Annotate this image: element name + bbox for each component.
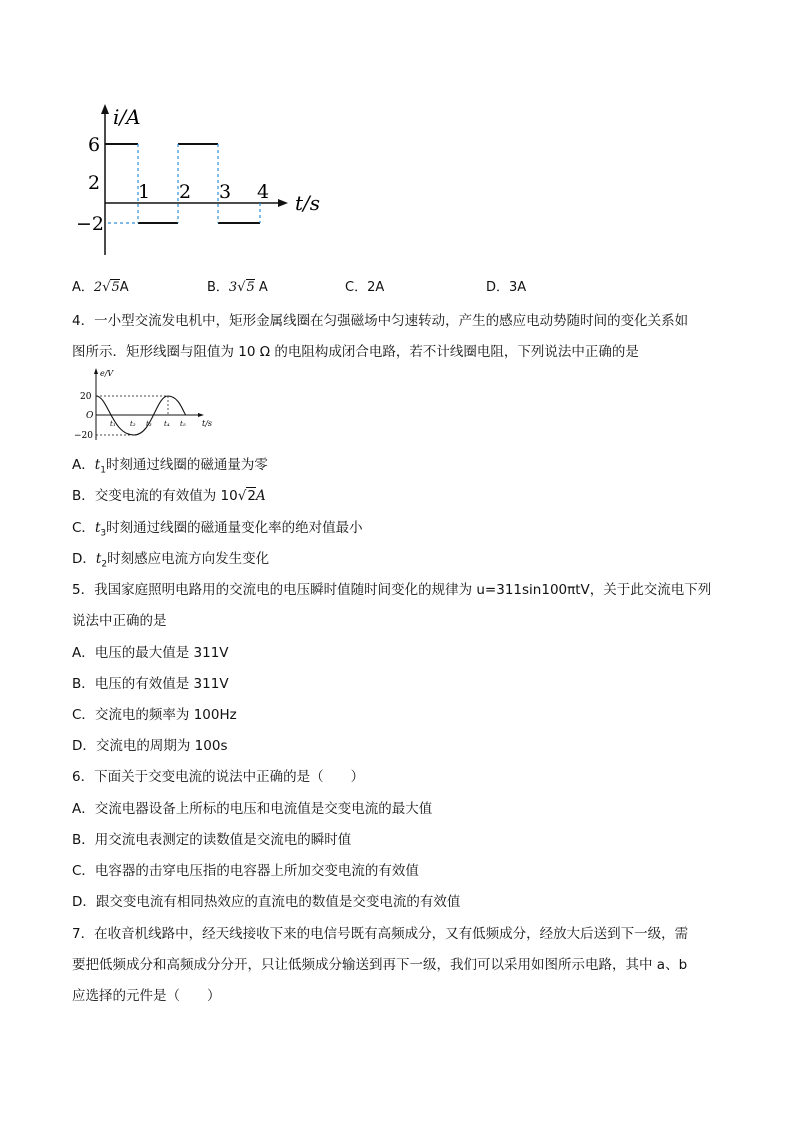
emf-x-label: t/s: [202, 419, 213, 428]
q5-option-d[interactable]: D．交流电的周期为 100s: [72, 738, 228, 754]
q4-a-text: 时刻通过线圈的磁通量为零: [105, 457, 268, 473]
q4-d-sub: 2: [101, 559, 108, 570]
y-axis-label: i/A: [113, 105, 141, 129]
q4-a-var: t: [94, 457, 101, 473]
q3-a-prefix: A．: [72, 280, 94, 295]
q3-option-c[interactable]: C．2A: [345, 280, 385, 295]
q4-b-prefix: B．交变电流的有效值为 10: [72, 488, 238, 504]
q3-b-unit: A: [258, 280, 268, 295]
x-axis-label: t/s: [295, 191, 321, 215]
q4-b-unit: A: [255, 488, 266, 504]
q7-stem-line1: 7．在收音机线路中，经天线接收下来的电信号既有高频成分，又有低频成分，经放大后送到下一级，需: [72, 926, 689, 942]
q7-stem-line3: 应选择的元件是（ ）: [72, 988, 221, 1004]
q4-a-sub: 1: [100, 465, 106, 476]
q3-option-a[interactable]: A．2√5A: [72, 280, 129, 295]
x-tick-3: 3: [219, 181, 232, 203]
q4-option-d[interactable]: [72, 549, 269, 575]
q5-option-c[interactable]: C．交流电的频率为 100Hz: [72, 707, 237, 723]
q4-c-prefix: C．: [72, 520, 95, 536]
q3-a-coef: 2: [93, 280, 103, 295]
q4-a-prefix: A．: [72, 457, 95, 473]
y-tick-neg2: −2: [76, 213, 105, 235]
q6-stem: 6．下面关于交变电流的说法中正确的是（ ）: [72, 769, 365, 785]
q4-c-var: t: [94, 520, 101, 536]
q3-option-d[interactable]: D．3A: [486, 280, 527, 295]
q3-a-radicand: 5: [111, 280, 120, 295]
q4-d-var: t: [95, 551, 102, 567]
current-graph: [76, 100, 330, 260]
q7-stem-line2: 要把低频成分和高频成分分开，只让低频成分输送到再下一级，我们可以采用如图所示电路，其中 a、b: [72, 957, 688, 973]
q5-option-a[interactable]: A．电压的最大值是 311V: [72, 645, 229, 661]
emf-x-tick-t1: t₁: [110, 420, 116, 428]
emf-y-arrow: [94, 368, 98, 374]
emf-y-tick-20: 20: [80, 392, 92, 402]
emf-y-tick-neg20: −20: [74, 431, 93, 441]
emf-x-tick-t2: t₂: [130, 420, 136, 428]
x-axis-arrow: [278, 199, 288, 207]
emf-x-arrow: [198, 413, 204, 417]
emf-x-tick-t4: t₄: [164, 420, 170, 428]
x-tick-2: 2: [179, 181, 192, 203]
q3-option-b[interactable]: B．3√5 A: [207, 280, 268, 295]
q6-option-b[interactable]: B．用交流电表测定的读数值是交流电的瞬时值: [72, 832, 352, 848]
q4-d-text: 时刻感应电流方向发生变化: [107, 551, 270, 567]
y-tick-6: 6: [88, 134, 101, 156]
q3-a-unit: A: [119, 280, 129, 295]
q4-option-c[interactable]: [72, 518, 363, 544]
q4-option-b[interactable]: B．交变电流的有效值为 10√2A: [72, 488, 266, 504]
q5-option-b[interactable]: B．电压的有效值是 311V: [72, 676, 229, 692]
q6-option-d[interactable]: D．跟交变电流有相同热效应的直流电的数值是交变电流的有效值: [72, 894, 461, 910]
x-tick-1: 1: [138, 181, 151, 203]
q4-d-prefix: D．: [72, 551, 96, 567]
q3-b-radicand: 5: [246, 280, 255, 295]
q4-b-radicand: 2: [247, 488, 256, 504]
q6-option-c[interactable]: C．电容器的击穿电压指的电容器上所加交变电流的有效值: [72, 863, 419, 879]
q3-b-prefix: B．: [207, 280, 229, 295]
emf-origin: O: [86, 411, 94, 421]
q4-option-a[interactable]: [72, 455, 268, 481]
q4-stem-line1: 4．一小型交流发电机中，矩形金属线圈在匀强磁场中匀速转动，产生的感应电动势随时间的变化关系如: [72, 313, 689, 329]
emf-graph: [72, 366, 222, 446]
q4-stem-line2: 图所示．矩形线圈与阻值为 10 Ω 的电阻构成闭合电路，若不计线圈电阻，下列说法中正确的是: [72, 344, 639, 360]
q6-option-a[interactable]: A．交流电器设备上所标的电压和电流值是交变电流的最大值: [72, 801, 433, 817]
q5-stem-line1: 5．我国家庭照明电路用的交流电的电压瞬时值随时间变化的规律为 u=311sin100πtV，关于此交流电下列: [72, 582, 712, 598]
y-tick-2: 2: [88, 172, 101, 194]
q4-c-text: 时刻通过线圈的磁通量变化率的绝对值最小: [106, 520, 363, 536]
emf-x-tick-t3: t₃: [146, 420, 152, 428]
emf-x-tick-t5: t₅: [180, 420, 186, 428]
y-axis-arrow: [101, 104, 109, 114]
q5-stem-line2: 说法中正确的是: [72, 613, 167, 629]
q3-b-coef: 3: [228, 280, 238, 295]
x-tick-4: 4: [257, 181, 270, 203]
q4-c-sub: 3: [100, 528, 107, 539]
emf-y-label: e/V: [100, 369, 114, 378]
